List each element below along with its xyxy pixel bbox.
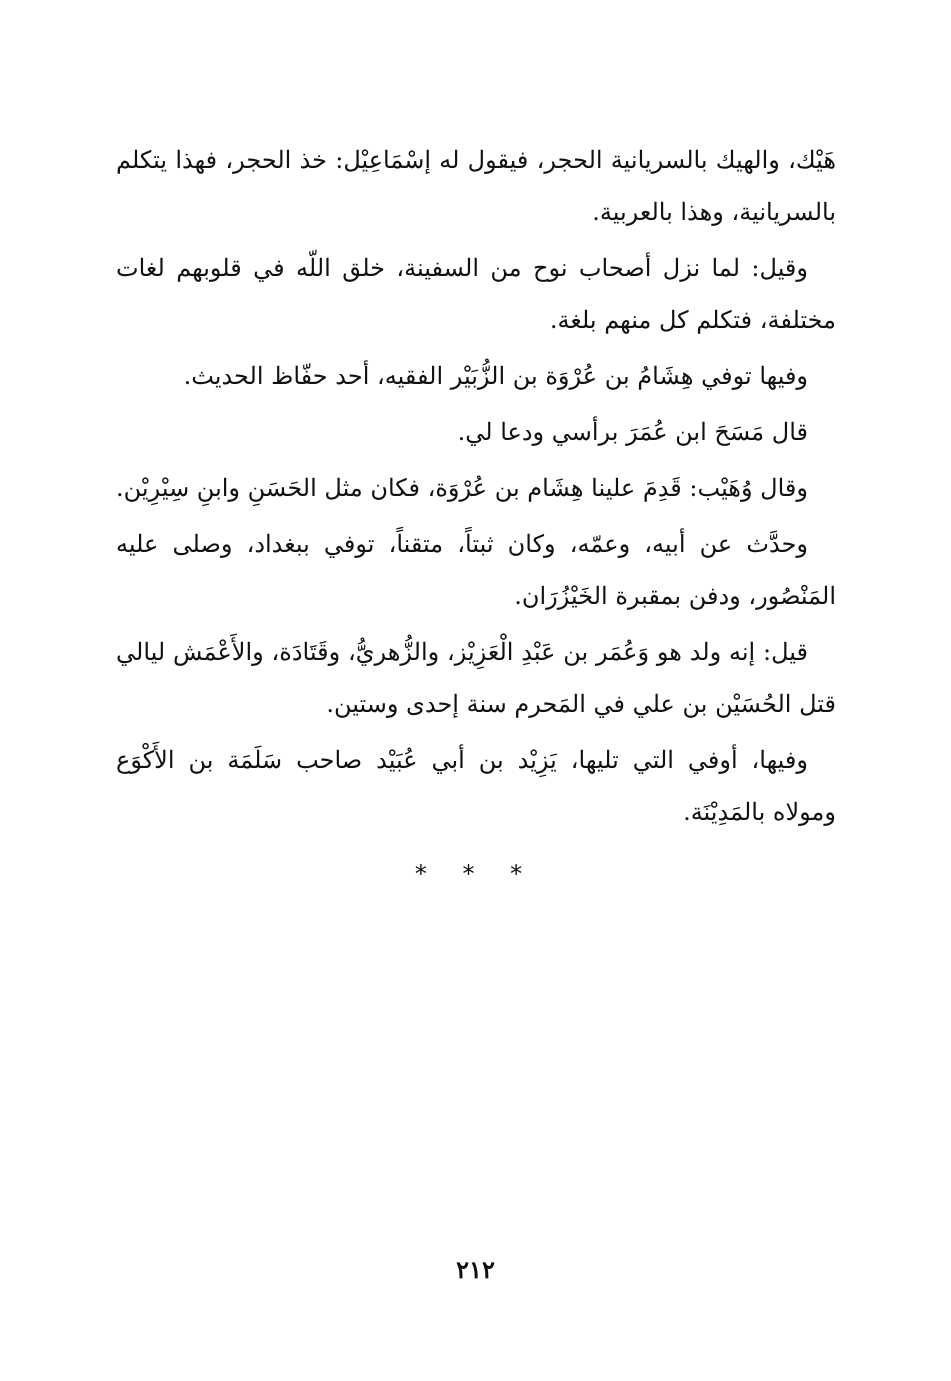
paragraph: وقال وُهَيْب: قَدِمَ علينا هِشَام بن عُرْوَة، فكان مثل الحَسَنِ وابنِ سِيْرِيْن. (116, 474, 808, 502)
body-text (116, 134, 836, 842)
page-number: ٢١٢ (456, 1255, 495, 1284)
paragraph: قيل: إنه ولد هو وَعُمَر بن عَبْدِ الْعَزِيْز، والزُّهريُّ، وقَتَادَة، والأَعْمَش ليالي قتل الحُسَيْن بن علي في المَحرم سنة إحدى وستين. (116, 638, 836, 718)
paragraph: وحدَّث عن أبيه، وعمّه، وكان ثبتاً، متقناً، توفي ببغداد، وصلى عليه المَنْصُور، ودفن بمقبرة الخَيْزُرَان. (116, 530, 836, 610)
paragraph: هَيْك، والهيك بالسريانية الحجر، فيقول له إسْمَاعِيْل: خذ الحجر، فهذا يتكلم بالسريانية، وهذا بالعربية. (116, 146, 836, 226)
paragraph: قال مَسَحَ ابن عُمَرَ برأسي ودعا لي. (457, 418, 808, 446)
paragraph: وفيها توفي هِشَامُ بن عُرْوَة بن الزُّبَيْر الفقيه، أحد حفّاظ الحديث. (183, 362, 808, 390)
paragraph: وقيل: لما نزل أصحاب نوح من السفينة، خلق اللّه في قلوبهم لغات مختلفة، فتكلم كل منهم بلغة. (116, 254, 836, 334)
paragraph: وفيها، أوفي التي تليها، يَزِيْد بن أبي عُبَيْد صاحب سَلَمَة بن الأَكْوَع ومولاه بالمَدِيْنَة. (116, 746, 836, 826)
section-separator: * * * (414, 860, 537, 888)
